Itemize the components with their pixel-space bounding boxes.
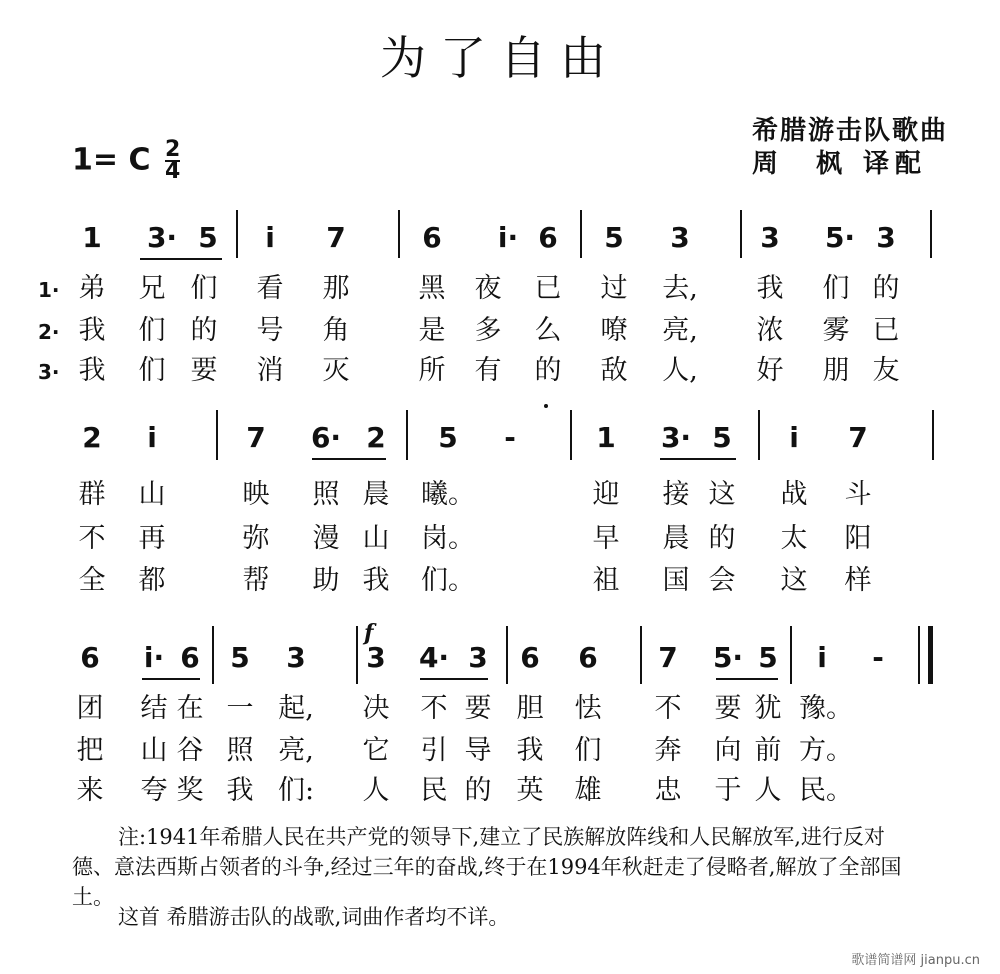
verse-number: 2· [38, 320, 60, 344]
lyric-char: 人 [362, 775, 390, 806]
lyric-char: 胆 [516, 693, 544, 724]
barline [216, 410, 218, 460]
lyric-char: 晨 [362, 479, 390, 510]
lyric-char: 英 [516, 775, 544, 806]
lyric-char: 团 [76, 693, 104, 724]
lyric-char: 已 [534, 273, 562, 304]
note: 2 [82, 421, 102, 454]
lyric-char: 我 [226, 775, 254, 806]
lyric-char: 再 [138, 523, 166, 554]
note: 3 [760, 221, 780, 254]
lyric-char: 祖 [592, 565, 620, 596]
beam-underline [140, 258, 222, 260]
note: i [789, 421, 799, 454]
lyric-char: 们 [574, 735, 602, 766]
barline [236, 210, 238, 258]
time-signature [164, 137, 181, 184]
lyric-char: 灭 [322, 355, 350, 386]
lyric-char: 民。 [799, 775, 853, 806]
lyric-char: 我 [756, 273, 784, 304]
lyric-char: 我 [516, 735, 544, 766]
time-numerator: 2 [164, 137, 181, 162]
lyric-char: 战 [780, 479, 808, 510]
lyric-char: 不 [420, 693, 448, 724]
note: 6 [578, 641, 598, 674]
note: 5 [604, 221, 624, 254]
lyric-char: 看 [256, 273, 284, 304]
barline [790, 626, 792, 684]
lyric-char: 结 [140, 693, 168, 724]
lyric-char: 奖 [176, 775, 204, 806]
note: 3 [876, 221, 896, 254]
lyric-char: 的 [464, 775, 492, 806]
lyric-char: 晨 [662, 523, 690, 554]
note: 6 [422, 221, 442, 254]
watermark: 歌谱简谱网 jianpu.cn [851, 953, 980, 968]
note: 6 [80, 641, 100, 674]
lyric-char: 山 [138, 479, 166, 510]
beam-underline [716, 678, 778, 680]
note: 5 [712, 421, 732, 454]
credit-origin: 希腊游击队歌曲 [752, 116, 949, 146]
verse-number: 1· [38, 278, 60, 302]
lyric-char: 不 [78, 523, 106, 554]
lyric-char: 们 [138, 355, 166, 386]
lyric-char: 们 [822, 273, 850, 304]
lyric-char: 太 [780, 523, 808, 554]
lyric-char: 曦。 [421, 479, 475, 510]
barline [932, 410, 934, 460]
lyric-char: 引 [420, 735, 448, 766]
lyric-char: 谷 [176, 735, 204, 766]
barline [356, 626, 358, 684]
lyric-char: 么 [534, 315, 562, 346]
lyric-char: 早 [592, 523, 620, 554]
lyric-char: 岗。 [421, 523, 475, 554]
lyric-char: 兄 [138, 273, 166, 304]
barline [640, 626, 642, 684]
lyric-char: 黑 [418, 273, 446, 304]
note: 3 [366, 641, 386, 674]
lyric-char: 是 [418, 315, 446, 346]
beam-underline [312, 458, 386, 460]
note: 3 [468, 641, 488, 674]
lyric-char: 把 [76, 735, 104, 766]
note: 5· [712, 641, 744, 674]
note: 5 [758, 641, 778, 674]
barline [212, 626, 214, 684]
note-line: 注:1941年希腊人民在共产党的领导下,建立了民族解放阵线和人民解放军,进行反对 [118, 825, 885, 849]
note-line: 这首 希腊游击队的战歌,词曲作者均不详。 [118, 905, 510, 929]
lyric-char: 亮, [278, 735, 314, 766]
note: i [265, 221, 275, 254]
note: 6· [310, 421, 342, 454]
lyric-char: 雄 [574, 775, 602, 806]
lyric-char: 国 [662, 565, 690, 596]
barline [758, 410, 760, 460]
barline [930, 210, 932, 258]
lyric-char: 浓 [756, 315, 784, 346]
lyric-char: 过 [600, 273, 628, 304]
lyric-char: 弥 [242, 523, 270, 554]
key-signature [72, 137, 181, 184]
lyric-char: 不 [654, 693, 682, 724]
lyric-char: 已 [872, 315, 900, 346]
lyric-char: 所 [418, 355, 446, 386]
lyric-char: 敌 [600, 355, 628, 386]
note: 1 [82, 221, 102, 254]
note: 7 [658, 641, 678, 674]
credit-translator: 周 枫 译配 [752, 149, 928, 179]
lyric-char: 的 [190, 315, 218, 346]
note: 3 [670, 221, 690, 254]
lyric-char: 漫 [312, 523, 340, 554]
lyric-char: 向 [714, 735, 742, 766]
lyric-char: 的 [534, 355, 562, 386]
lyric-char: 阳 [844, 523, 872, 554]
lyric-char: 方。 [799, 735, 853, 766]
note: i [817, 641, 827, 674]
note-line: 土。 [72, 885, 114, 909]
note: - [504, 421, 516, 454]
lyric-char: 助 [312, 565, 340, 596]
note: 1 [596, 421, 616, 454]
lyric-char: 样 [844, 565, 872, 596]
lyric-char: 们 [190, 273, 218, 304]
lyric-char: 民 [420, 775, 448, 806]
lyric-char: 迎 [592, 479, 620, 510]
lyric-char: 们。 [421, 565, 475, 596]
note: - [872, 641, 884, 674]
lyric-char: 雾 [822, 315, 850, 346]
note-line: 德、意法西斯占领者的斗争,经过三年的奋战,终于在1994年秋赶走了侵略者,解放了全部国 [72, 855, 902, 879]
barline [580, 210, 582, 258]
lyric-char: 要 [714, 693, 742, 724]
lyric-char: 来 [76, 775, 104, 806]
dynamic-forte: f [364, 620, 374, 646]
lyric-char: 我 [78, 355, 106, 386]
lyric-char: 们 [138, 315, 166, 346]
beam-underline [660, 458, 736, 460]
lyric-char: 我 [78, 315, 106, 346]
barline [928, 626, 933, 684]
lyric-char: 帮 [242, 565, 270, 596]
lyric-char: 忠 [654, 775, 682, 806]
lyric-char: 要 [464, 693, 492, 724]
note: 6 [538, 221, 558, 254]
barline [570, 410, 572, 460]
lyric-char: 亮, [662, 315, 698, 346]
beam-underline [142, 678, 200, 680]
lyric-char: 群 [78, 479, 106, 510]
note: 7 [848, 421, 868, 454]
lyric-char: 山 [140, 735, 168, 766]
lyric-char: 决 [362, 693, 390, 724]
lyric-char: 前 [754, 735, 782, 766]
lyric-char: 要 [190, 355, 218, 386]
lyric-char: 奔 [654, 735, 682, 766]
barline [740, 210, 742, 258]
lyric-char: 这 [780, 565, 808, 596]
lyric-char: 斗 [844, 479, 872, 510]
note: 5 [230, 641, 250, 674]
lyric-char: 弟 [78, 273, 106, 304]
note: 3· [146, 221, 178, 254]
lyric-char: 接 [662, 479, 690, 510]
lyric-char: 人, [662, 355, 698, 386]
lyric-char: 人 [754, 775, 782, 806]
lyric-char: 一 [226, 693, 254, 724]
lyric-char: 消 [256, 355, 284, 386]
lyric-char: 照 [226, 735, 254, 766]
barline [406, 410, 408, 460]
note: 7 [246, 421, 266, 454]
key-text: 1= C [72, 142, 151, 178]
lyric-char: 于 [714, 775, 742, 806]
lyric-char: 们: [277, 775, 315, 806]
note: 7 [326, 221, 346, 254]
lyric-char: 起, [278, 693, 314, 724]
lyric-char: 那 [322, 273, 350, 304]
lyric-char: 好 [756, 355, 784, 386]
note: 4· [418, 641, 450, 674]
note: 2 [366, 421, 386, 454]
note: i· [143, 641, 165, 674]
barline [918, 626, 920, 684]
lyric-char: 导 [464, 735, 492, 766]
barline [398, 210, 400, 258]
lyric-char: 会 [708, 565, 736, 596]
lyric-char: 夸 [140, 775, 168, 806]
lyric-char: 豫。 [799, 693, 853, 724]
lyric-char: 有 [474, 355, 502, 386]
lyric-char: 去, [662, 273, 698, 304]
note: 5 [438, 421, 458, 454]
lyric-char: 都 [138, 565, 166, 596]
lyric-char: 这 [708, 479, 736, 510]
lyric-char: 号 [256, 315, 284, 346]
note: i [147, 421, 157, 454]
lyric-char: 山 [362, 523, 390, 554]
lyric-char: 多 [474, 315, 502, 346]
lyric-char: 怯 [574, 693, 602, 724]
song-title: 为了自由 [380, 31, 620, 85]
beam-underline [420, 678, 488, 680]
lyric-char: 映 [242, 479, 270, 510]
lyric-char: 友 [872, 355, 900, 386]
note: 3 [286, 641, 306, 674]
lyric-char: 在 [176, 693, 204, 724]
lyric-char: 照 [312, 479, 340, 510]
lyric-char: 的 [708, 523, 736, 554]
lyric-char: 它 [362, 735, 390, 766]
note: 6 [180, 641, 200, 674]
stray-dot [544, 404, 548, 408]
lyric-char: 的 [872, 273, 900, 304]
time-denominator: 4 [164, 159, 181, 184]
lyric-char: 朋 [822, 355, 850, 386]
barline [506, 626, 508, 684]
lyric-char: 角 [322, 315, 350, 346]
note: 5 [198, 221, 218, 254]
lyric-char: 夜 [474, 273, 502, 304]
lyric-char: 犹 [754, 693, 782, 724]
verse-number: 3· [38, 360, 60, 384]
lyric-char: 全 [78, 565, 106, 596]
lyric-char: 嘹 [600, 315, 628, 346]
note: 5· [824, 221, 856, 254]
note: 6 [520, 641, 540, 674]
lyric-char: 我 [362, 565, 390, 596]
note: i· [497, 221, 519, 254]
note: 3· [660, 421, 692, 454]
